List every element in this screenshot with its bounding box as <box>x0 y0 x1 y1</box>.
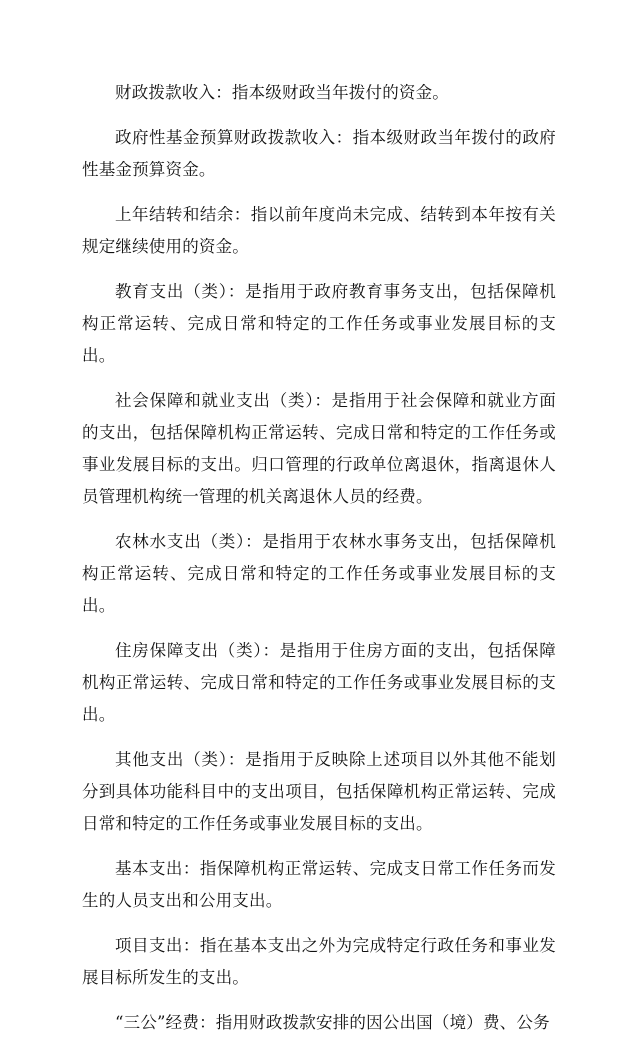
paragraph-agriculture-expenditure: 农林水支出（类）：是指用于农林水事务支出，包括保障机构正常运转、完成日常和特定的工作任务或事业发展目标的支出。 <box>82 532 556 615</box>
paragraph-three-public-expenses: “三公”经费：指用财政拨款安排的因公出国（境）费、公务 <box>115 1013 550 1032</box>
paragraph-government-fund-budget-income: 政府性基金预算财政拨款收入：指本级财政当年拨付的政府性基金预算资金。 <box>82 128 556 179</box>
paragraph-fiscal-appropriation-income: 财政拨款收入：指本级财政当年拨付的资金。 <box>115 83 449 102</box>
paragraph-project-expenditure: 项目支出：指在基本支出之外为完成特定行政任务和事业发展目标所发生的支出。 <box>82 936 556 987</box>
paragraph-housing-expenditure: 住房保障支出（类）：是指用于住房方面的支出，包括保障机构正常运转、完成日常和特定的工作任务或事业发展目标的支出。 <box>82 641 556 724</box>
paragraph-prior-year-carryover: 上年结转和结余：指以前年度尚未完成、结转到本年按有关规定继续使用的资金。 <box>82 205 556 256</box>
paragraph-social-security-expenditure: 社会保障和就业支出（类）：是指用于社会保障和就业方面的支出，包括保障机构正常运转、完成日常和特定的工作任务或事业发展目标的支出。归口管理的行政单位离退休，指离退休人员管理机构统一管理的机关离退休人员的经费。 <box>82 391 556 506</box>
paragraph-basic-expenditure: 基本支出：指保障机构正常运转、完成支日常工作任务而发生的人员支出和公用支出。 <box>82 859 556 910</box>
document-body <box>82 77 556 1052</box>
paragraph-education-expenditure: 教育支出（类）：是指用于政府教育事务支出，包括保障机构正常运转、完成日常和特定的工作任务或事业发展目标的支出。 <box>82 282 556 365</box>
paragraph-other-expenditure: 其他支出（类）：是指用于反映除上述项目以外其他不能划分到具体功能科目中的支出项目，包括保障机构正常运转、完成日常和特定的工作任务或事业发展目标的支出。 <box>82 750 556 833</box>
